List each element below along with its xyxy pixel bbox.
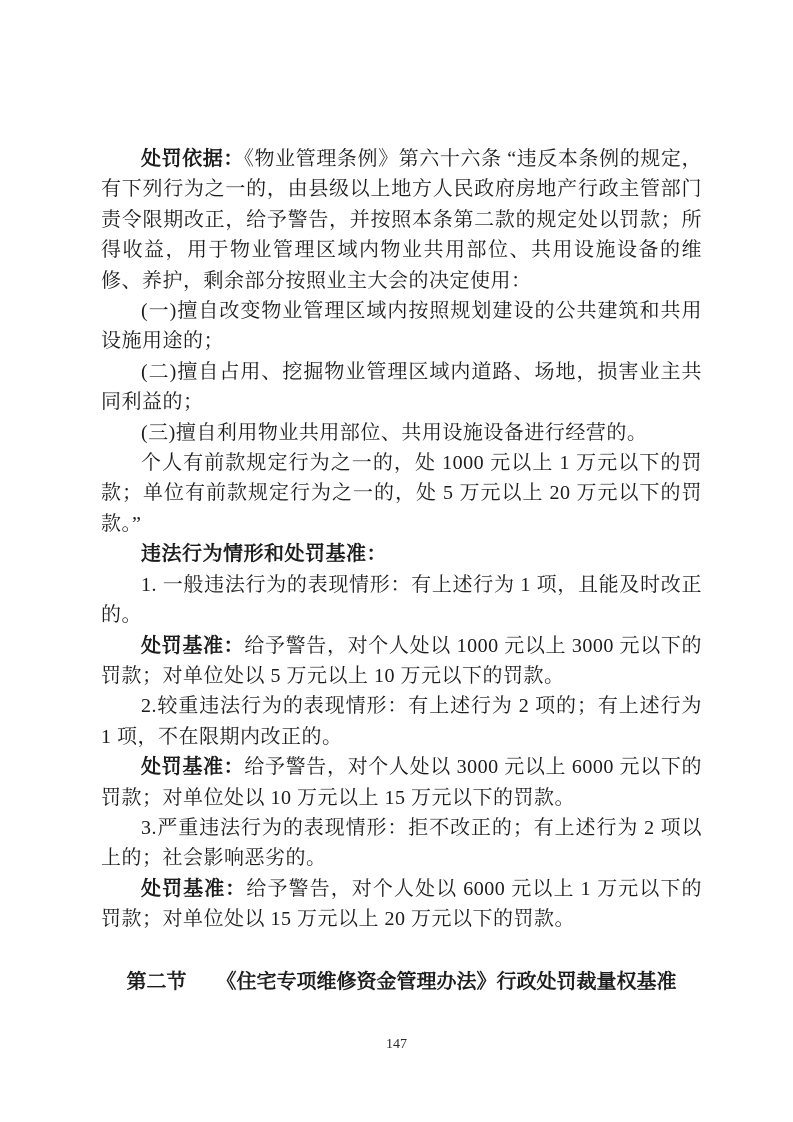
- paragraph-text: 给予警告，对个人处以 1000 元以上 3000 元以下的罚款；对单位处以 5 万元以上 10 万元以下的罚款。: [101, 634, 703, 687]
- paragraph: [101, 418, 702, 448]
- paragraph-text: 给予警告，对个人处以 3000 元以上 6000 元以下的罚款；对单位处以 10 万元以上 15 万元以下的罚款。: [101, 756, 703, 809]
- page-number: 147: [386, 1037, 407, 1052]
- paragraph-text: (三)擅自利用物业共用部位、共用设施设备进行经营的。: [141, 421, 648, 444]
- paragraph: [101, 357, 702, 418]
- paragraph: [101, 631, 702, 692]
- paragraph-text: 个人有前款规定行为之一的，处 1000 元以上 1 万元以下的罚款；单位有前款规定行为之一的，处 5 万元以上 20 万元以下的罚款。”: [101, 452, 702, 535]
- paragraph: [101, 752, 702, 813]
- paragraph: [101, 539, 702, 569]
- paragraph-text: 1. 一般违法行为的表现情形：有上述行为 1 项，且能及时改正的。: [101, 573, 702, 627]
- section-heading: 第二节 《住宅专项维修资金管理办法》行政处罚裁量权基准: [126, 970, 677, 993]
- paragraph-text: 3.严重违法行为的表现情形：拒不改正的；有上述行为 2 项以上的；社会影响恶劣的。: [101, 816, 702, 870]
- paragraph: [101, 813, 702, 874]
- paragraph: [101, 144, 702, 296]
- paragraph: [101, 448, 702, 539]
- paragraph: [101, 874, 702, 935]
- paragraph-bold-label: 处罚基准：: [141, 877, 247, 900]
- paragraph-bold-label: 违法行为情形和处罚基准：: [141, 543, 387, 566]
- paragraph-bold-label: 处罚依据：: [141, 148, 244, 170]
- document-body: [101, 144, 702, 999]
- paragraph-text: 给予警告，对个人处以 6000 元以上 1 万元以下的罚款；对单位处以 15 万元以上 20 万元以下的罚款。: [101, 877, 703, 931]
- paragraph: [101, 570, 702, 631]
- paragraph-bold-label: 处罚基准：: [141, 756, 245, 779]
- paragraph: [101, 691, 702, 752]
- paragraph-text: (一)擅自改变物业管理区域内按照规划建设的公共建筑和共用设施用途的；: [101, 300, 702, 353]
- paragraph-text: 2.较重违法行为的表现情形：有上述行为 2 项的；有上述行为 1 项，不在限期内改正的。: [101, 695, 702, 748]
- paragraph-bold-label: 处罚基准：: [141, 634, 245, 657]
- paragraph-text: (二)擅自占用、挖掘物业管理区域内道路、场地，损害业主共同利益的；: [101, 360, 702, 414]
- paragraph: [101, 296, 702, 357]
- paragraph-text: 《物业管理条例》第六十六条 “违反本条例的规定，有下列行为之一的，由县级以上地方人民政府房地产行政主管部门责令限期改正，给予警告，并按照本条第二款的规定处以罚款；所得收益，用于物业管理区域内物业共用部位、共用设施设备的维修、养护，剩余部分按照业主大会的决定使用：: [101, 148, 702, 292]
